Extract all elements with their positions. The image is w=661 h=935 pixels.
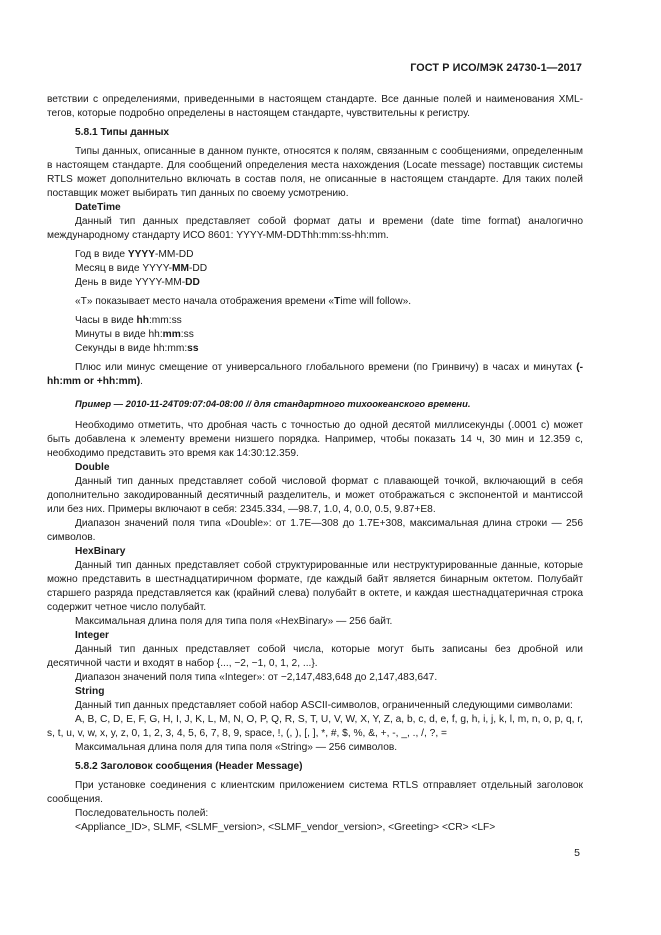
- hexbinary-paragraph: Данный тип данных представляет собой структурированные или неструктурированные данные, которые можно представить в шестнадцатиричном формате, где каждый байт является бинарным октетом. Полубайт старшего разряда представляется как (крайний слева) полубайт в октете, и каждая шестнадцатеричная строка содержит четное число полубайт.: [47, 560, 583, 613]
- integer-paragraph: Данный тип данных представляет собой числа, которые могут быть записаны без дробной или десятичной части и входят в набор {..., −2, −1, 0, 1, 2, ...}.: [47, 644, 583, 669]
- hexbinary-length: Максимальная длина поля для типа поля «HexBinary» — 256 байт.: [75, 616, 393, 627]
- datetime-heading: DateTime: [75, 202, 121, 213]
- t-marker-note: «T» показывает место начала отображения времени «Time will follow».: [75, 296, 412, 307]
- page-number: 5: [574, 847, 580, 859]
- double-paragraph: Данный тип данных представляет собой числовой формат с плавающей точкой, включающий в себя дополнительно закодированный десятичный разделитель, и может отображаться с экспонентой и мантиссой или без них. Примеры включают в себя: 2345.334, —98.7, 1.0, 4, 0.0, 0.5, 9.87+E8.: [47, 476, 583, 515]
- datetime-paragraph: Данный тип данных представляет собой формат даты и времени (date time format) аналогично международному стандарту ИСО 8601: YYYY-MM-DDThh:mm:ss-hh:mm.: [47, 216, 583, 241]
- section-5-8-2-paragraph: При установке соединения с клиентским приложением система RTLS отправляет отдельный заголовок сообщения.: [47, 780, 583, 805]
- page-body: [47, 93, 583, 835]
- double-heading: Double: [75, 462, 110, 473]
- seconds-format: Секунды в виде hh:mm:ss: [75, 343, 199, 354]
- section-5-8-1-paragraph: Типы данных, описанные в данном пункте, относятся к полям, связанным с сообщениями, определенным в настоящем стандарте. Для сообщений определения места нахождения (Locate message) поставщик системы RTLS может дополнительно включать в состав поля, не описанные в настоящем стандарте. Для таких полей поставщик может выбирать тип данных по своему усмотрению.: [47, 146, 583, 199]
- offset-note: Плюс или минус смещение от универсального глобального времени (по Гринвичу) в часах и минутах (-hh:mm or +hh:mm).: [47, 362, 583, 387]
- field-sequence-label: Последовательность полей:: [75, 808, 209, 819]
- page-header: ГОСТ Р ИСО/МЭК 24730-1—2017: [410, 62, 582, 74]
- minutes-format: Минуты в виде hh:mm:ss: [75, 329, 194, 340]
- fraction-note: Необходимо отметить, что дробная часть с точностью до одной десятой миллисекунды (.0001 с) может быть добавлена к элементу времени низшего порядка. Например, чтобы показать 14 ч, 30 мин и 12.359 с, необходимо представить это время как 14:30:12.359.: [47, 420, 583, 459]
- day-format: День в виде YYYY-MM-DD: [75, 277, 200, 288]
- month-format: Месяц в виде YYYY-MM-DD: [75, 263, 208, 274]
- integer-range: Диапазон значений поля типа «Integer»: от −2,147,483,648 до 2,147,483,647.: [75, 672, 438, 683]
- integer-heading: Integer: [75, 630, 109, 641]
- intro-paragraph: ветствии с определениями, приведенными в настоящем стандарте. Все данные полей и наименования XML-тегов, которые подробно определены в настоящем стандарте, чувствительны к регистру.: [47, 94, 583, 119]
- string-paragraph: Данный тип данных представляет собой набор ASCII-символов, ограниченный следующими символами:: [75, 700, 573, 711]
- field-sequence: <Appliance_ID>, SLMF, <SLMF_version>, <SLMF_vendor_version>, <Greeting> <CR> <LF>: [75, 822, 496, 833]
- string-heading: String: [75, 686, 105, 697]
- double-range: Диапазон значений поля типа «Double»: от 1.7E—308 до 1.7E+308, максимальная длина строки — 256 символов.: [47, 518, 583, 543]
- hours-format: Часы в виде hh:mm:ss: [75, 315, 182, 326]
- section-5-8-1-title: 5.8.1 Типы данных: [75, 127, 170, 138]
- string-characters: A, B, C, D, E, F, G, H, I, J, K, L, M, N, O, P, Q, R, S, T, U, V, W, X, Y, Z, a, b, c, d, e, f, g, h, i, j, k, l, m, n, o, p, q, r, s, t, u, v, w, x, y, z, 0, 1, 2, 3, 4, 5, 6, 7, 8, 9, space, !, (, ), [, ], *, #, $, %, &, +, -, _, ., /, ?, =: [47, 714, 583, 739]
- year-format: Год в виде YYYY-MM-DD: [75, 249, 194, 260]
- datetime-example: Пример — 2010-11-24T09:07:04-08:00 // для стандартного тихоокеанского времени.: [75, 398, 471, 409]
- section-5-8-2-title: 5.8.2 Заголовок сообщения (Header Message): [75, 761, 303, 772]
- string-length: Максимальная длина поля для типа поля «String» — 256 символов.: [75, 742, 398, 753]
- hexbinary-heading: HexBinary: [75, 546, 126, 557]
